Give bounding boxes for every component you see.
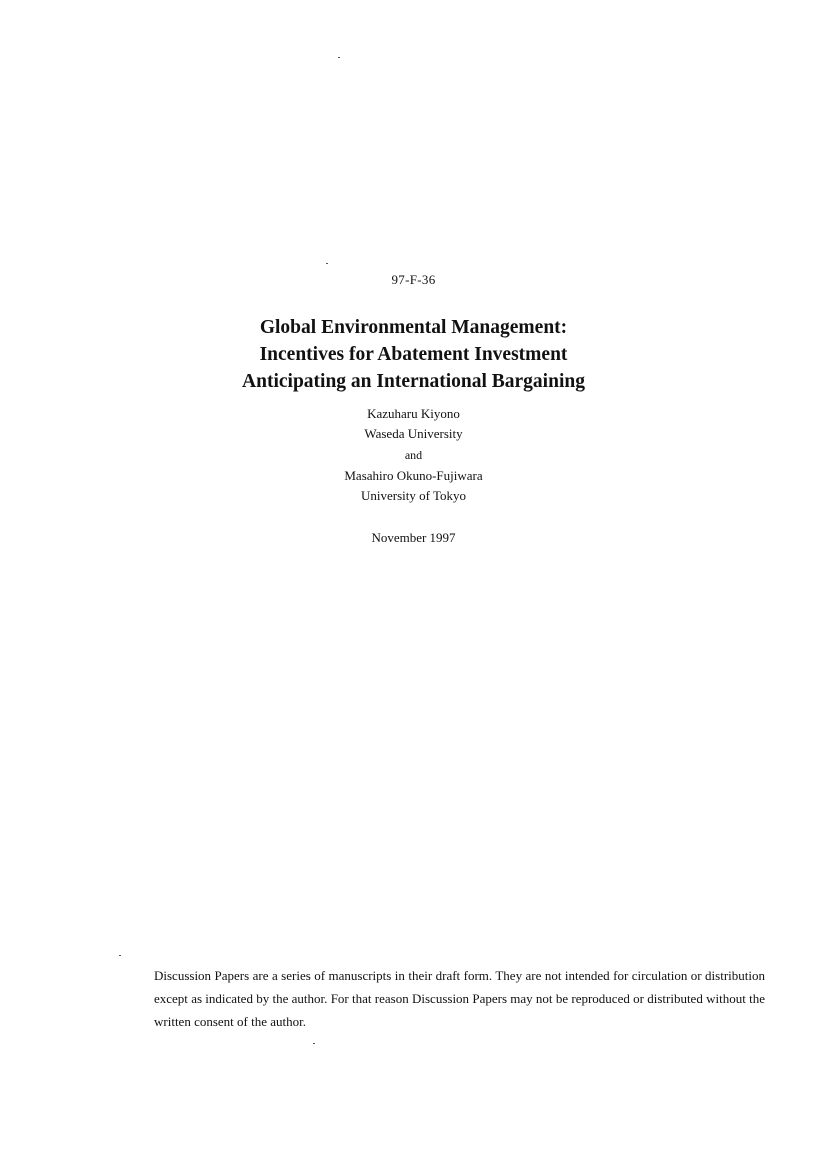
disclaimer-notice xyxy=(154,964,765,1033)
title-line-1: Global Environmental Management: xyxy=(259,317,568,338)
scan-speck xyxy=(338,57,340,58)
scan-speck xyxy=(313,1043,315,1044)
title-line-2: Incentives for Abatement Investment xyxy=(259,344,568,365)
author-affiliation-1: Waseda University xyxy=(364,426,463,441)
author-conjunction: and xyxy=(404,448,423,462)
scan-speck xyxy=(326,263,328,264)
paper-title xyxy=(0,314,827,395)
disclaimer-text: Discussion Papers are a series of manuscripts in their draft form. They are not intended for circulation or distribution except as indicated by the author. For that reason Discussion Papers may not be reproduced or distributed without the written consent of the author. xyxy=(154,968,765,1029)
publication-date: November 1997 xyxy=(371,530,456,545)
author-name-1: Kazuharu Kiyono xyxy=(367,406,460,421)
paper-code: 97-F-36 xyxy=(391,272,436,287)
author-affiliation-2: University of Tokyo xyxy=(360,488,466,503)
author-block xyxy=(0,404,827,506)
title-line-3: Anticipating an International Bargaining xyxy=(242,371,585,392)
author-name-2: Masahiro Okuno-Fujiwara xyxy=(344,468,483,483)
scan-speck xyxy=(119,955,121,956)
